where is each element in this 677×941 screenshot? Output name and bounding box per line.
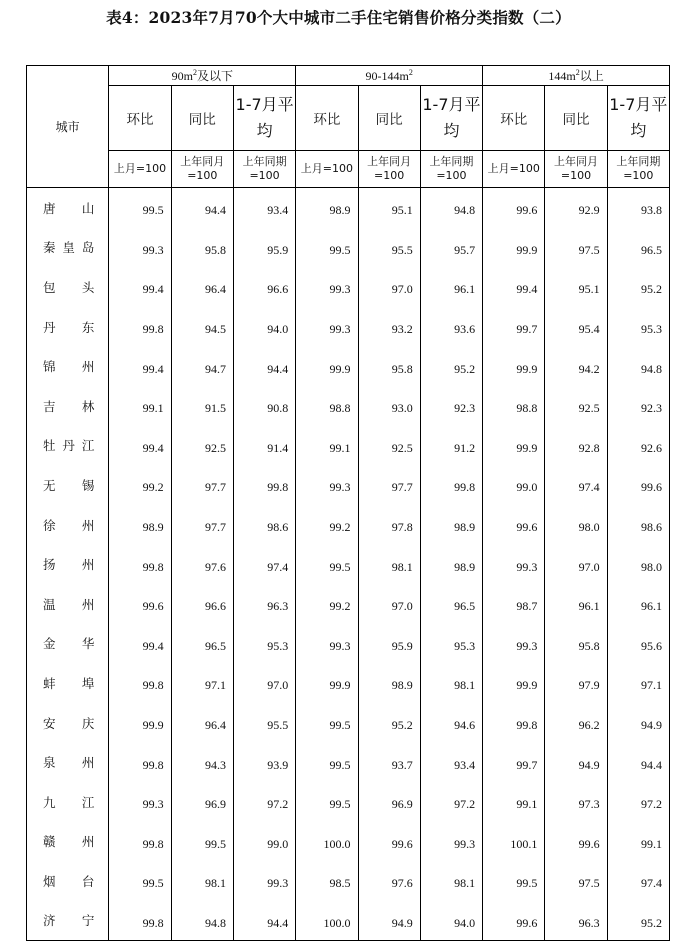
index-value-cell: 97.0: [233, 663, 295, 703]
index-value-cell: 99.2: [109, 465, 171, 505]
city-cell: 无锡: [27, 465, 109, 505]
city-header: 城市: [27, 66, 109, 188]
table-row: [27, 742, 670, 782]
index-value-cell: 94.9: [358, 901, 420, 941]
index-value-cell: 97.4: [233, 544, 295, 584]
index-value-cell: 99.5: [296, 703, 358, 743]
city-cell: 温州: [27, 584, 109, 624]
city-cell: 烟台: [27, 861, 109, 901]
table-row: [27, 505, 670, 545]
index-value-cell: 94.6: [420, 703, 482, 743]
index-value-cell: 99.1: [607, 822, 669, 862]
base-header-last-year-month: 上年同月=100: [171, 151, 233, 188]
index-value-cell: 93.9: [233, 742, 295, 782]
index-value-cell: 99.3: [483, 624, 545, 664]
table-row: [27, 584, 670, 624]
index-value-cell: 95.5: [358, 228, 420, 268]
index-value-cell: 98.9: [420, 544, 482, 584]
price-index-table: [26, 65, 670, 941]
city-cell: 九江: [27, 782, 109, 822]
index-value-cell: 94.9: [607, 703, 669, 743]
city-cell: 安庆: [27, 703, 109, 743]
index-value-cell: 98.1: [171, 861, 233, 901]
index-value-cell: 96.3: [545, 901, 607, 941]
city-cell: 赣州: [27, 822, 109, 862]
index-value-cell: 99.5: [483, 861, 545, 901]
city-cell: 济宁: [27, 901, 109, 941]
index-value-cell: 99.1: [296, 426, 358, 466]
index-value-cell: 97.7: [358, 465, 420, 505]
index-value-cell: 98.9: [296, 188, 358, 228]
index-value-cell: 93.4: [233, 188, 295, 228]
index-value-cell: 97.4: [607, 861, 669, 901]
city-cell: 唐山: [27, 188, 109, 228]
index-value-cell: 94.8: [171, 901, 233, 941]
index-value-cell: 99.9: [296, 663, 358, 703]
index-value-cell: 98.6: [607, 505, 669, 545]
metric-header-mom: 环比: [296, 86, 358, 151]
index-value-cell: 99.8: [109, 663, 171, 703]
index-value-cell: 95.8: [358, 346, 420, 386]
table-row: [27, 228, 670, 268]
index-value-cell: 100.1: [483, 822, 545, 862]
index-value-cell: 99.4: [483, 267, 545, 307]
index-value-cell: 98.9: [358, 663, 420, 703]
metric-header-yoy: 同比: [358, 86, 420, 151]
group-header-large: $144m^2$以上: [483, 66, 670, 86]
index-value-cell: 96.6: [171, 584, 233, 624]
index-value-cell: 99.9: [109, 703, 171, 743]
table-row: [27, 822, 670, 862]
index-value-cell: 99.1: [483, 782, 545, 822]
index-value-cell: 96.1: [420, 267, 482, 307]
index-value-cell: 97.0: [545, 544, 607, 584]
index-value-cell: 95.8: [545, 624, 607, 664]
table-row: [27, 346, 670, 386]
table-row: [27, 663, 670, 703]
index-value-cell: 98.1: [358, 544, 420, 584]
index-value-cell: 99.5: [296, 782, 358, 822]
index-value-cell: 99.5: [296, 742, 358, 782]
index-value-cell: 91.2: [420, 426, 482, 466]
index-value-cell: 99.4: [109, 426, 171, 466]
index-value-cell: 99.8: [109, 822, 171, 862]
index-value-cell: 99.8: [109, 901, 171, 941]
index-value-cell: 99.6: [483, 505, 545, 545]
index-value-cell: 94.2: [545, 346, 607, 386]
index-value-cell: 99.6: [607, 465, 669, 505]
index-value-cell: 94.4: [607, 742, 669, 782]
index-value-cell: 97.6: [358, 861, 420, 901]
index-value-cell: 97.3: [545, 782, 607, 822]
index-value-cell: 94.4: [171, 188, 233, 228]
index-value-cell: 95.5: [233, 703, 295, 743]
table-row: [27, 703, 670, 743]
index-value-cell: 98.5: [296, 861, 358, 901]
index-value-cell: 92.5: [545, 386, 607, 426]
index-value-cell: 97.9: [545, 663, 607, 703]
index-value-cell: 91.5: [171, 386, 233, 426]
index-value-cell: 90.8: [233, 386, 295, 426]
index-value-cell: 97.5: [545, 228, 607, 268]
index-value-cell: 95.3: [607, 307, 669, 347]
table-row: [27, 901, 670, 941]
metric-header-avg: 1-7月平均: [607, 86, 669, 151]
index-value-cell: 96.1: [607, 584, 669, 624]
city-cell: 泉州: [27, 742, 109, 782]
index-value-cell: 99.4: [109, 624, 171, 664]
metric-header-yoy: 同比: [545, 86, 607, 151]
index-value-cell: 99.5: [296, 544, 358, 584]
index-value-cell: 95.7: [420, 228, 482, 268]
index-value-cell: 99.8: [109, 544, 171, 584]
index-value-cell: 95.2: [420, 346, 482, 386]
index-value-cell: 99.6: [483, 188, 545, 228]
index-value-cell: 99.3: [109, 782, 171, 822]
index-value-cell: 99.3: [420, 822, 482, 862]
index-value-cell: 96.5: [171, 624, 233, 664]
index-value-cell: 99.0: [483, 465, 545, 505]
index-value-cell: 99.8: [483, 703, 545, 743]
index-value-cell: 91.4: [233, 426, 295, 466]
index-value-cell: 99.2: [296, 584, 358, 624]
index-value-cell: 99.5: [171, 822, 233, 862]
city-cell: 吉林: [27, 386, 109, 426]
index-value-cell: 95.2: [358, 703, 420, 743]
city-cell: 徐州: [27, 505, 109, 545]
table-row: [27, 861, 670, 901]
base-header-last-month: 上月=100: [483, 151, 545, 188]
index-value-cell: 97.5: [545, 861, 607, 901]
index-value-cell: 92.6: [607, 426, 669, 466]
index-value-cell: 99.8: [109, 742, 171, 782]
metric-header-avg: 1-7月平均: [420, 86, 482, 151]
index-value-cell: 97.2: [233, 782, 295, 822]
table-row: [27, 426, 670, 466]
index-value-cell: 99.8: [109, 307, 171, 347]
index-value-cell: 98.8: [296, 386, 358, 426]
index-value-cell: 95.2: [607, 267, 669, 307]
index-value-cell: 99.3: [296, 307, 358, 347]
index-value-cell: 94.3: [171, 742, 233, 782]
index-value-cell: 94.7: [171, 346, 233, 386]
city-cell: 金华: [27, 624, 109, 664]
index-value-cell: 92.9: [545, 188, 607, 228]
index-value-cell: 97.2: [420, 782, 482, 822]
index-value-cell: 99.6: [483, 901, 545, 941]
index-value-cell: 97.1: [607, 663, 669, 703]
index-value-cell: 92.3: [420, 386, 482, 426]
index-value-cell: 99.3: [296, 624, 358, 664]
index-value-cell: 95.9: [358, 624, 420, 664]
index-value-cell: 94.0: [420, 901, 482, 941]
index-value-cell: 99.6: [358, 822, 420, 862]
index-value-cell: 94.5: [171, 307, 233, 347]
index-value-cell: 96.3: [233, 584, 295, 624]
index-value-cell: 93.8: [607, 188, 669, 228]
index-value-cell: 99.6: [109, 584, 171, 624]
index-value-cell: 97.4: [545, 465, 607, 505]
index-value-cell: 95.3: [420, 624, 482, 664]
index-value-cell: 96.5: [420, 584, 482, 624]
index-value-cell: 97.0: [358, 584, 420, 624]
index-value-cell: 99.3: [296, 267, 358, 307]
metric-header-mom: 环比: [109, 86, 171, 151]
base-header-last-year-period: 上年同期=100: [607, 151, 669, 188]
table-row: [27, 386, 670, 426]
index-value-cell: 97.8: [358, 505, 420, 545]
base-header-last-month: 上月=100: [109, 151, 171, 188]
city-cell: 扬州: [27, 544, 109, 584]
city-cell: 秦皇岛: [27, 228, 109, 268]
city-cell: 丹东: [27, 307, 109, 347]
city-cell: 牡丹江: [27, 426, 109, 466]
base-header-last-year-period: 上年同期=100: [420, 151, 482, 188]
index-value-cell: 94.8: [420, 188, 482, 228]
index-value-cell: 98.7: [483, 584, 545, 624]
index-value-cell: 96.4: [171, 703, 233, 743]
index-value-cell: 94.4: [233, 346, 295, 386]
table-row: [27, 465, 670, 505]
index-value-cell: 99.8: [420, 465, 482, 505]
index-value-cell: 96.1: [545, 584, 607, 624]
index-value-cell: 99.3: [109, 228, 171, 268]
index-value-cell: 97.1: [171, 663, 233, 703]
index-value-cell: 92.8: [545, 426, 607, 466]
index-value-cell: 99.6: [545, 822, 607, 862]
index-value-cell: 97.7: [171, 465, 233, 505]
table-row: [27, 782, 670, 822]
index-value-cell: 94.8: [607, 346, 669, 386]
index-value-cell: 95.3: [233, 624, 295, 664]
index-value-cell: 95.1: [545, 267, 607, 307]
page-title: 表4：2023年7月70个大中城市二手住宅销售价格分类指数（二）: [106, 8, 571, 27]
index-value-cell: 97.2: [607, 782, 669, 822]
index-value-cell: 93.6: [420, 307, 482, 347]
table-row: [27, 267, 670, 307]
index-value-cell: 99.5: [296, 228, 358, 268]
base-header-last-month: 上月=100: [296, 151, 358, 188]
index-value-cell: 92.5: [358, 426, 420, 466]
index-value-cell: 100.0: [296, 822, 358, 862]
index-value-cell: 98.9: [420, 505, 482, 545]
index-value-cell: 99.9: [483, 426, 545, 466]
base-header-last-year-month: 上年同月=100: [358, 151, 420, 188]
base-header-last-year-month: 上年同月=100: [545, 151, 607, 188]
metric-header-avg: 1-7月平均: [233, 86, 295, 151]
index-value-cell: 96.4: [171, 267, 233, 307]
table-row: [27, 624, 670, 664]
index-value-cell: 93.2: [358, 307, 420, 347]
index-value-cell: 99.7: [483, 742, 545, 782]
index-value-cell: 99.3: [233, 861, 295, 901]
table-row: [27, 307, 670, 347]
index-value-cell: 99.1: [109, 386, 171, 426]
index-value-cell: 99.7: [483, 307, 545, 347]
index-value-cell: 98.6: [233, 505, 295, 545]
table-body: [27, 188, 670, 941]
index-value-cell: 100.0: [296, 901, 358, 941]
city-cell: 锦州: [27, 346, 109, 386]
table-row: [27, 544, 670, 584]
index-value-cell: 99.3: [296, 465, 358, 505]
index-value-cell: 99.9: [483, 663, 545, 703]
index-value-cell: 95.6: [607, 624, 669, 664]
index-value-cell: 94.4: [233, 901, 295, 941]
index-value-cell: 98.0: [545, 505, 607, 545]
index-value-cell: 99.4: [109, 346, 171, 386]
index-value-cell: 96.6: [233, 267, 295, 307]
index-value-cell: 99.9: [483, 228, 545, 268]
table-row: [27, 188, 670, 228]
city-cell: 包头: [27, 267, 109, 307]
metric-header-mom: 环比: [483, 86, 545, 151]
index-value-cell: 97.7: [171, 505, 233, 545]
index-value-cell: 95.1: [358, 188, 420, 228]
index-value-cell: 99.8: [233, 465, 295, 505]
index-value-cell: 95.2: [607, 901, 669, 941]
index-value-cell: 99.3: [483, 544, 545, 584]
index-value-cell: 98.8: [483, 386, 545, 426]
index-value-cell: 92.3: [607, 386, 669, 426]
index-value-cell: 99.2: [296, 505, 358, 545]
index-value-cell: 96.9: [358, 782, 420, 822]
index-value-cell: 97.6: [171, 544, 233, 584]
index-value-cell: 98.1: [420, 861, 482, 901]
index-value-cell: 96.9: [171, 782, 233, 822]
index-value-cell: 99.5: [109, 861, 171, 901]
group-header-medium: $90-144m^2$: [296, 66, 483, 86]
index-value-cell: 95.8: [171, 228, 233, 268]
index-value-cell: 99.9: [483, 346, 545, 386]
index-value-cell: 92.5: [171, 426, 233, 466]
city-cell: 蚌埠: [27, 663, 109, 703]
index-value-cell: 99.9: [296, 346, 358, 386]
metric-header-yoy: 同比: [171, 86, 233, 151]
index-value-cell: 96.2: [545, 703, 607, 743]
index-value-cell: 99.5: [109, 188, 171, 228]
index-value-cell: 93.7: [358, 742, 420, 782]
index-value-cell: 94.0: [233, 307, 295, 347]
index-value-cell: 93.4: [420, 742, 482, 782]
index-value-cell: 99.0: [233, 822, 295, 862]
index-value-cell: 99.4: [109, 267, 171, 307]
index-value-cell: 96.5: [607, 228, 669, 268]
index-value-cell: 95.4: [545, 307, 607, 347]
index-value-cell: 97.0: [358, 267, 420, 307]
base-header-last-year-period: 上年同期=100: [233, 151, 295, 188]
index-value-cell: 98.1: [420, 663, 482, 703]
group-header-small: $90m^2$及以下: [109, 66, 296, 86]
index-value-cell: 94.9: [545, 742, 607, 782]
index-value-cell: 98.0: [607, 544, 669, 584]
index-value-cell: 95.9: [233, 228, 295, 268]
index-value-cell: 98.9: [109, 505, 171, 545]
index-value-cell: 93.0: [358, 386, 420, 426]
